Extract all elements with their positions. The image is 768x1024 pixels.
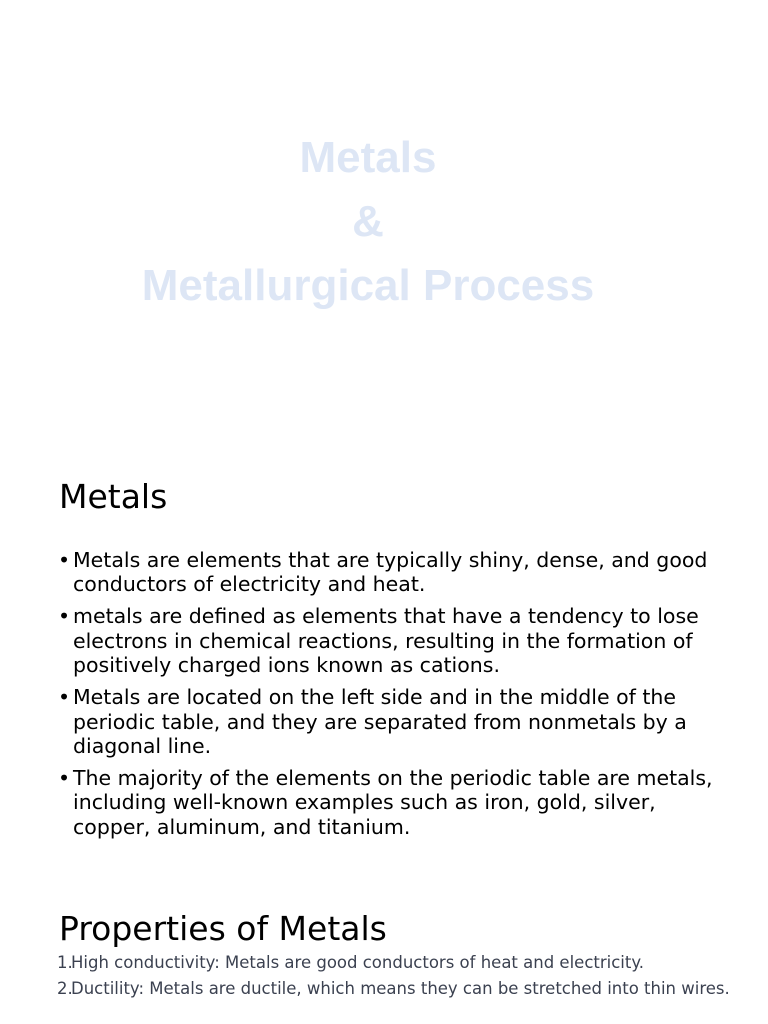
metals-heading: Metals [59, 477, 168, 516]
bullet-icon: • [58, 604, 71, 629]
bullet-icon: • [58, 766, 71, 791]
properties-heading: Properties of Metals [59, 909, 387, 948]
item-text: Ductility: Metals are ductile, which means they can be stretched into thin wires. [71, 978, 730, 998]
title-line-1: Metals [299, 133, 437, 182]
bullet-text: metals are defined as elements that have a tendency to lose electrons in chemical reactions, resulting in the formation of positively charged ions known as cations. [73, 604, 699, 678]
bullet-text: The majority of the elements on the periodic table are metals, including well-known examples such as iron, gold, silver, copper, aluminum, and titanium. [73, 766, 713, 839]
title-line-2: & [352, 197, 384, 246]
properties-numbered-list [57, 953, 747, 1004]
list-item [58, 685, 728, 758]
list-item [58, 766, 728, 839]
item-text: High conductivity: Metals are good conductors of heat and electricity. [71, 953, 645, 972]
bullet-text: Metals are located on the left side and in the middle of the periodic table, and they are separated from nonmetals by a diagonal line. [73, 685, 687, 759]
presentation-title [0, 126, 736, 318]
list-item [58, 548, 728, 597]
list-item [58, 604, 728, 677]
list-item [57, 979, 747, 999]
list-item [57, 953, 747, 973]
bullet-icon: • [58, 685, 71, 710]
metals-bullet-list [58, 548, 728, 847]
item-number: 2. [57, 978, 73, 998]
bullet-icon: • [58, 548, 71, 572]
bullet-text: Metals are elements that are typically shiny, dense, and good conductors of electricity and heat. [73, 548, 708, 597]
item-number: 1. [57, 953, 73, 972]
title-slide [0, 0, 768, 440]
title-line-3: Metallurgical Process [141, 261, 595, 310]
